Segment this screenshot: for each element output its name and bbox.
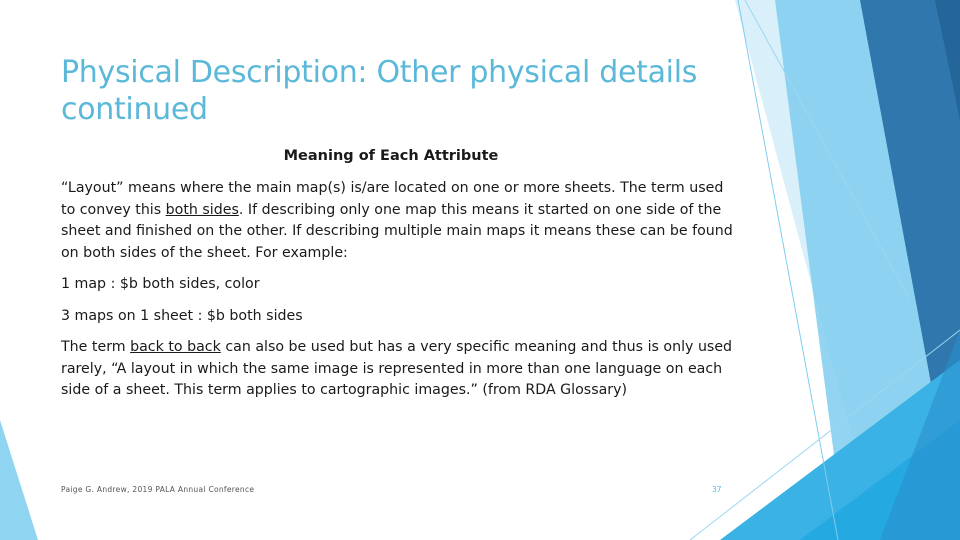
- example-2: 3 maps on 1 sheet : $b both sides: [61, 307, 303, 324]
- term-both-sides: both sides: [165, 201, 239, 218]
- section-heading: Meaning of Each Attribute: [283, 148, 499, 164]
- paragraph-btb-text-2: can also be used but has a very specific meaning and thus is only used rarely, “A layout in which the same image is represented in more than one language on each side of a sheet. This term applies to cartographic images.” (from RDA Glossary): [61, 339, 733, 398]
- paragraph-layout: [61, 178, 741, 264]
- paragraph-btb-text-1: The term: [61, 339, 131, 355]
- paragraph-layout-text-1: “Layout” means where the main map(s) is/are located on one or more sheets. The term used to convey this: [61, 180, 724, 218]
- slide-title: Physical Description: Other physical details continued: [61, 55, 698, 127]
- term-back-to-back: back to back: [130, 339, 221, 355]
- slide-footer: Paige G. Andrew, 2019 PALA Annual Conference: [61, 485, 255, 494]
- left-accent-triangle: [0, 420, 38, 540]
- paragraph-layout-text-2: . If describing only one map this means it started on one side of the sheet and finished on the other. If describing multiple main maps it means these can be found on both sides of the sheet. For example:: [61, 201, 733, 261]
- page-number: 37: [712, 485, 722, 494]
- slide-body: [61, 178, 741, 412]
- paragraph-back-to-back: [61, 337, 741, 402]
- example-1: 1 map : $b both sides, color: [61, 276, 260, 292]
